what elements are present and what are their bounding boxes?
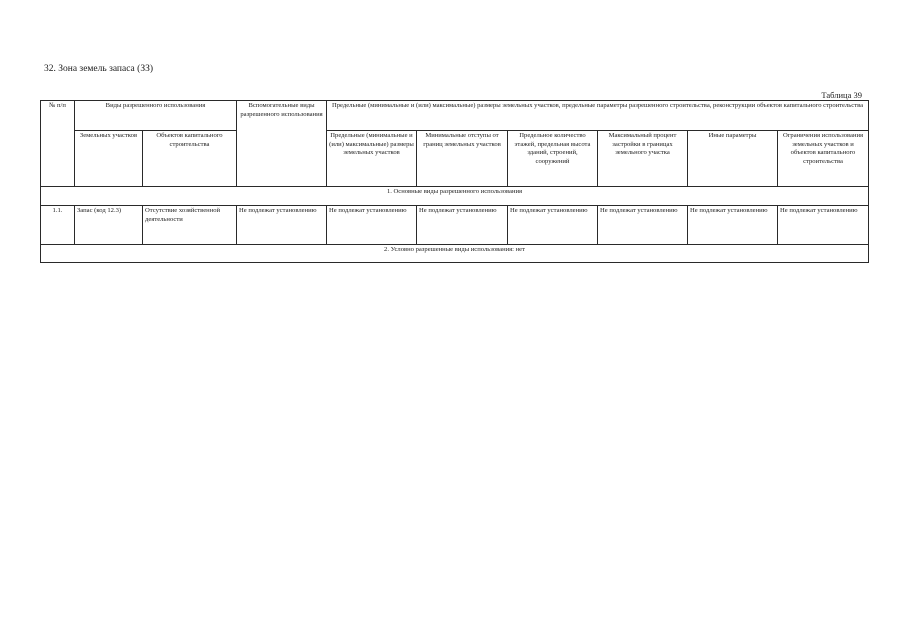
header-limit-parameters: Предельные (минимальные и (или) максимальные) размеры земельных участков, предельные параметры разрешенного строительства, реконструкции объектов капитального строительства	[327, 101, 869, 131]
row-restrictions: Не подлежат установлению	[778, 206, 869, 245]
header-restrictions: Ограничения использования земельных участков и объектов капитального строительства	[778, 131, 869, 187]
header-min-setbacks: Минимальные отступы от границ земельных участков	[417, 131, 508, 187]
header-permitted-use: Виды разрешенного использования	[75, 101, 237, 131]
header-num: № п/п	[41, 101, 75, 187]
section-row-conditional-uses	[41, 245, 869, 263]
header-auxiliary-use: Вспомогательные виды разрешенного использования	[237, 101, 327, 187]
row-capital-object-use: Отсутствие хозяйственной деятельности	[143, 206, 237, 245]
row-auxiliary-use: Не подлежат установлению	[237, 206, 327, 245]
zoning-regulations-table	[40, 100, 869, 263]
section-title-main-uses: 1. Основные виды разрешенного использования	[41, 187, 869, 206]
table-number-label: Таблица 39	[821, 90, 862, 100]
section-title-conditional-uses: 2. Условно разрешенные виды использования: нет	[41, 245, 869, 263]
row-num: 1.1.	[41, 206, 75, 245]
row-other-params: Не подлежат установлению	[688, 206, 778, 245]
table-row	[41, 206, 869, 245]
header-other-params: Иные параметры	[688, 131, 778, 187]
header-row-sub	[41, 131, 869, 187]
header-row-main	[41, 101, 869, 131]
row-limit-sizes: Не подлежат установлению	[327, 206, 417, 245]
section-row-main-uses	[41, 187, 869, 206]
header-max-floors: Предельное количество этажей, предельная высота зданий, строений, сооружений	[508, 131, 598, 187]
header-limit-sizes: Предельные (минимальные и (или) максимальные) размеры земельных участков	[327, 131, 417, 187]
row-max-coverage: Не подлежат установлению	[598, 206, 688, 245]
header-land-plots: Земельных участков	[75, 131, 143, 187]
header-max-coverage: Максимальный процент застройки в границах земельного участка	[598, 131, 688, 187]
row-land-plot-use: Запас (код 12.3)	[75, 206, 143, 245]
header-capital-objects: Объектов капитального строительства	[143, 131, 237, 187]
section-heading: 32. Зона земель запаса (ЗЗ)	[44, 64, 153, 74]
row-min-setbacks: Не подлежат установлению	[417, 206, 508, 245]
row-max-floors: Не подлежат установлению	[508, 206, 598, 245]
